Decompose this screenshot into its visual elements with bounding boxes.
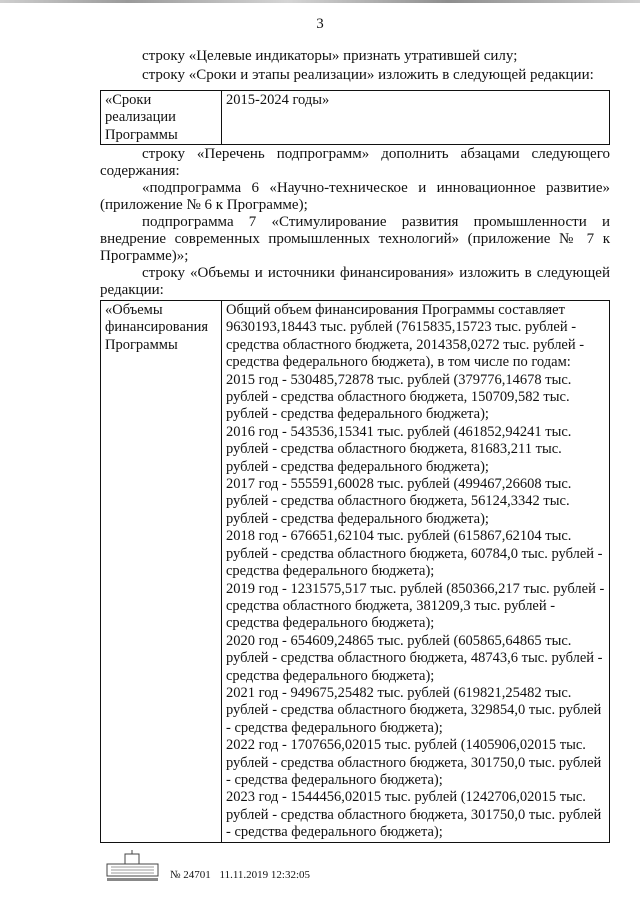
funding-year-2023: 2023 год - 1544456,02015 тыс. рублей (1242706,02015 тыс. рублей - средства областного бюджета, 301750,0 тыс. рублей - средства федерального бюджета); xyxy=(226,789,602,841)
funding-year-2020: 2020 год - 654609,24865 тыс. рублей (605865,64865 тыс. рублей - средства областного бюджета, 48743,6 тыс. рублей - средства федерального бюджета); xyxy=(226,632,603,684)
document-footer xyxy=(100,868,310,882)
footer-timestamp: 11.11.2019 12:32:05 xyxy=(219,869,311,881)
table-funding-content xyxy=(222,301,610,843)
paragraph-funding-sources: строку «Объемы и источники финансирования» изложить в следующей редакции: xyxy=(100,265,610,298)
table-implementation-terms xyxy=(100,90,610,145)
paragraph-subprogram-6: «подпрограмма 6 «Научно-техническое и инновационное развитие» (приложение № 6 к Программе); xyxy=(100,180,610,213)
table-terms-label: «Сроки реализации Программы xyxy=(101,91,222,145)
paragraph-subprogram-7: подпрограмма 7 «Стимулирование развития промышленности и внедрение современных промышленных технологий» (приложение № 7 к Программе)»; xyxy=(100,214,610,264)
paragraph-target-indicators: строку «Целевые индикаторы» признать утратившей силу; xyxy=(142,48,518,64)
funding-year-2018: 2018 год - 676651,62104 тыс. рублей (615867,62104 тыс. рублей - средства областного бюджета, 60784,0 тыс. рублей - средства федерального бюджета); xyxy=(226,528,603,580)
scan-edge xyxy=(0,0,640,3)
paragraph-implementation-terms: строку «Сроки и этапы реализации» изложить в следующей редакции: xyxy=(142,67,594,83)
table-terms-value: 2015-2024 годы» xyxy=(222,91,610,145)
funding-total: Общий объем финансирования Программы составляет 9630193,18443 тыс. рублей (7615835,15723 тыс. рублей - средства областного бюджета, 2014358,0272 тыс. рублей - средства федерального бюджета), в том числе по годам: xyxy=(226,302,585,371)
page-number: 3 xyxy=(316,16,324,32)
funding-year-2015: 2015 год - 530485,72878 тыс. рублей (379776,14678 тыс. рублей - средства областного бюджета, 150709,582 тыс. рублей - средства федерального бюджета); xyxy=(226,371,572,423)
funding-year-2021: 2021 год - 949675,25482 тыс. рублей (619821,25482 тыс. рублей - средства областного бюджета, 329854,0 тыс. рублей - средства федерального бюджета); xyxy=(226,684,602,736)
table-funding-volumes xyxy=(100,300,610,843)
funding-year-2016: 2016 год - 543536,15341 тыс. рублей (461852,94241 тыс. рублей - средства областного бюджета, 81683,211 тыс. рублей - средства федерального бюджета); xyxy=(226,423,572,475)
funding-year-2017: 2017 год - 555591,60028 тыс. рублей (499467,26608 тыс. рублей - средства областного бюджета, 56124,3342 тыс. рублей - средства федерального бюджета); xyxy=(226,476,572,527)
table-funding-label: «Объемы финансирования Программы xyxy=(101,301,222,843)
paragraph-subprograms-list: строку «Перечень подпрограмм» дополнить абзацами следующего содержания: xyxy=(100,146,610,179)
footer-doc-number: № 24701 xyxy=(170,869,211,881)
funding-year-2019: 2019 год - 1231575,517 тыс. рублей (850366,217 тыс. рублей - средства областного бюджета, 381209,3 тыс. рублей - средства федерального бюджета); xyxy=(226,580,605,632)
funding-year-2022: 2022 год - 1707656,02015 тыс. рублей (1405906,02015 тыс. рублей - средства областного бюджета, 301750,0 тыс. рублей - средства федерального бюджета); xyxy=(226,737,602,788)
